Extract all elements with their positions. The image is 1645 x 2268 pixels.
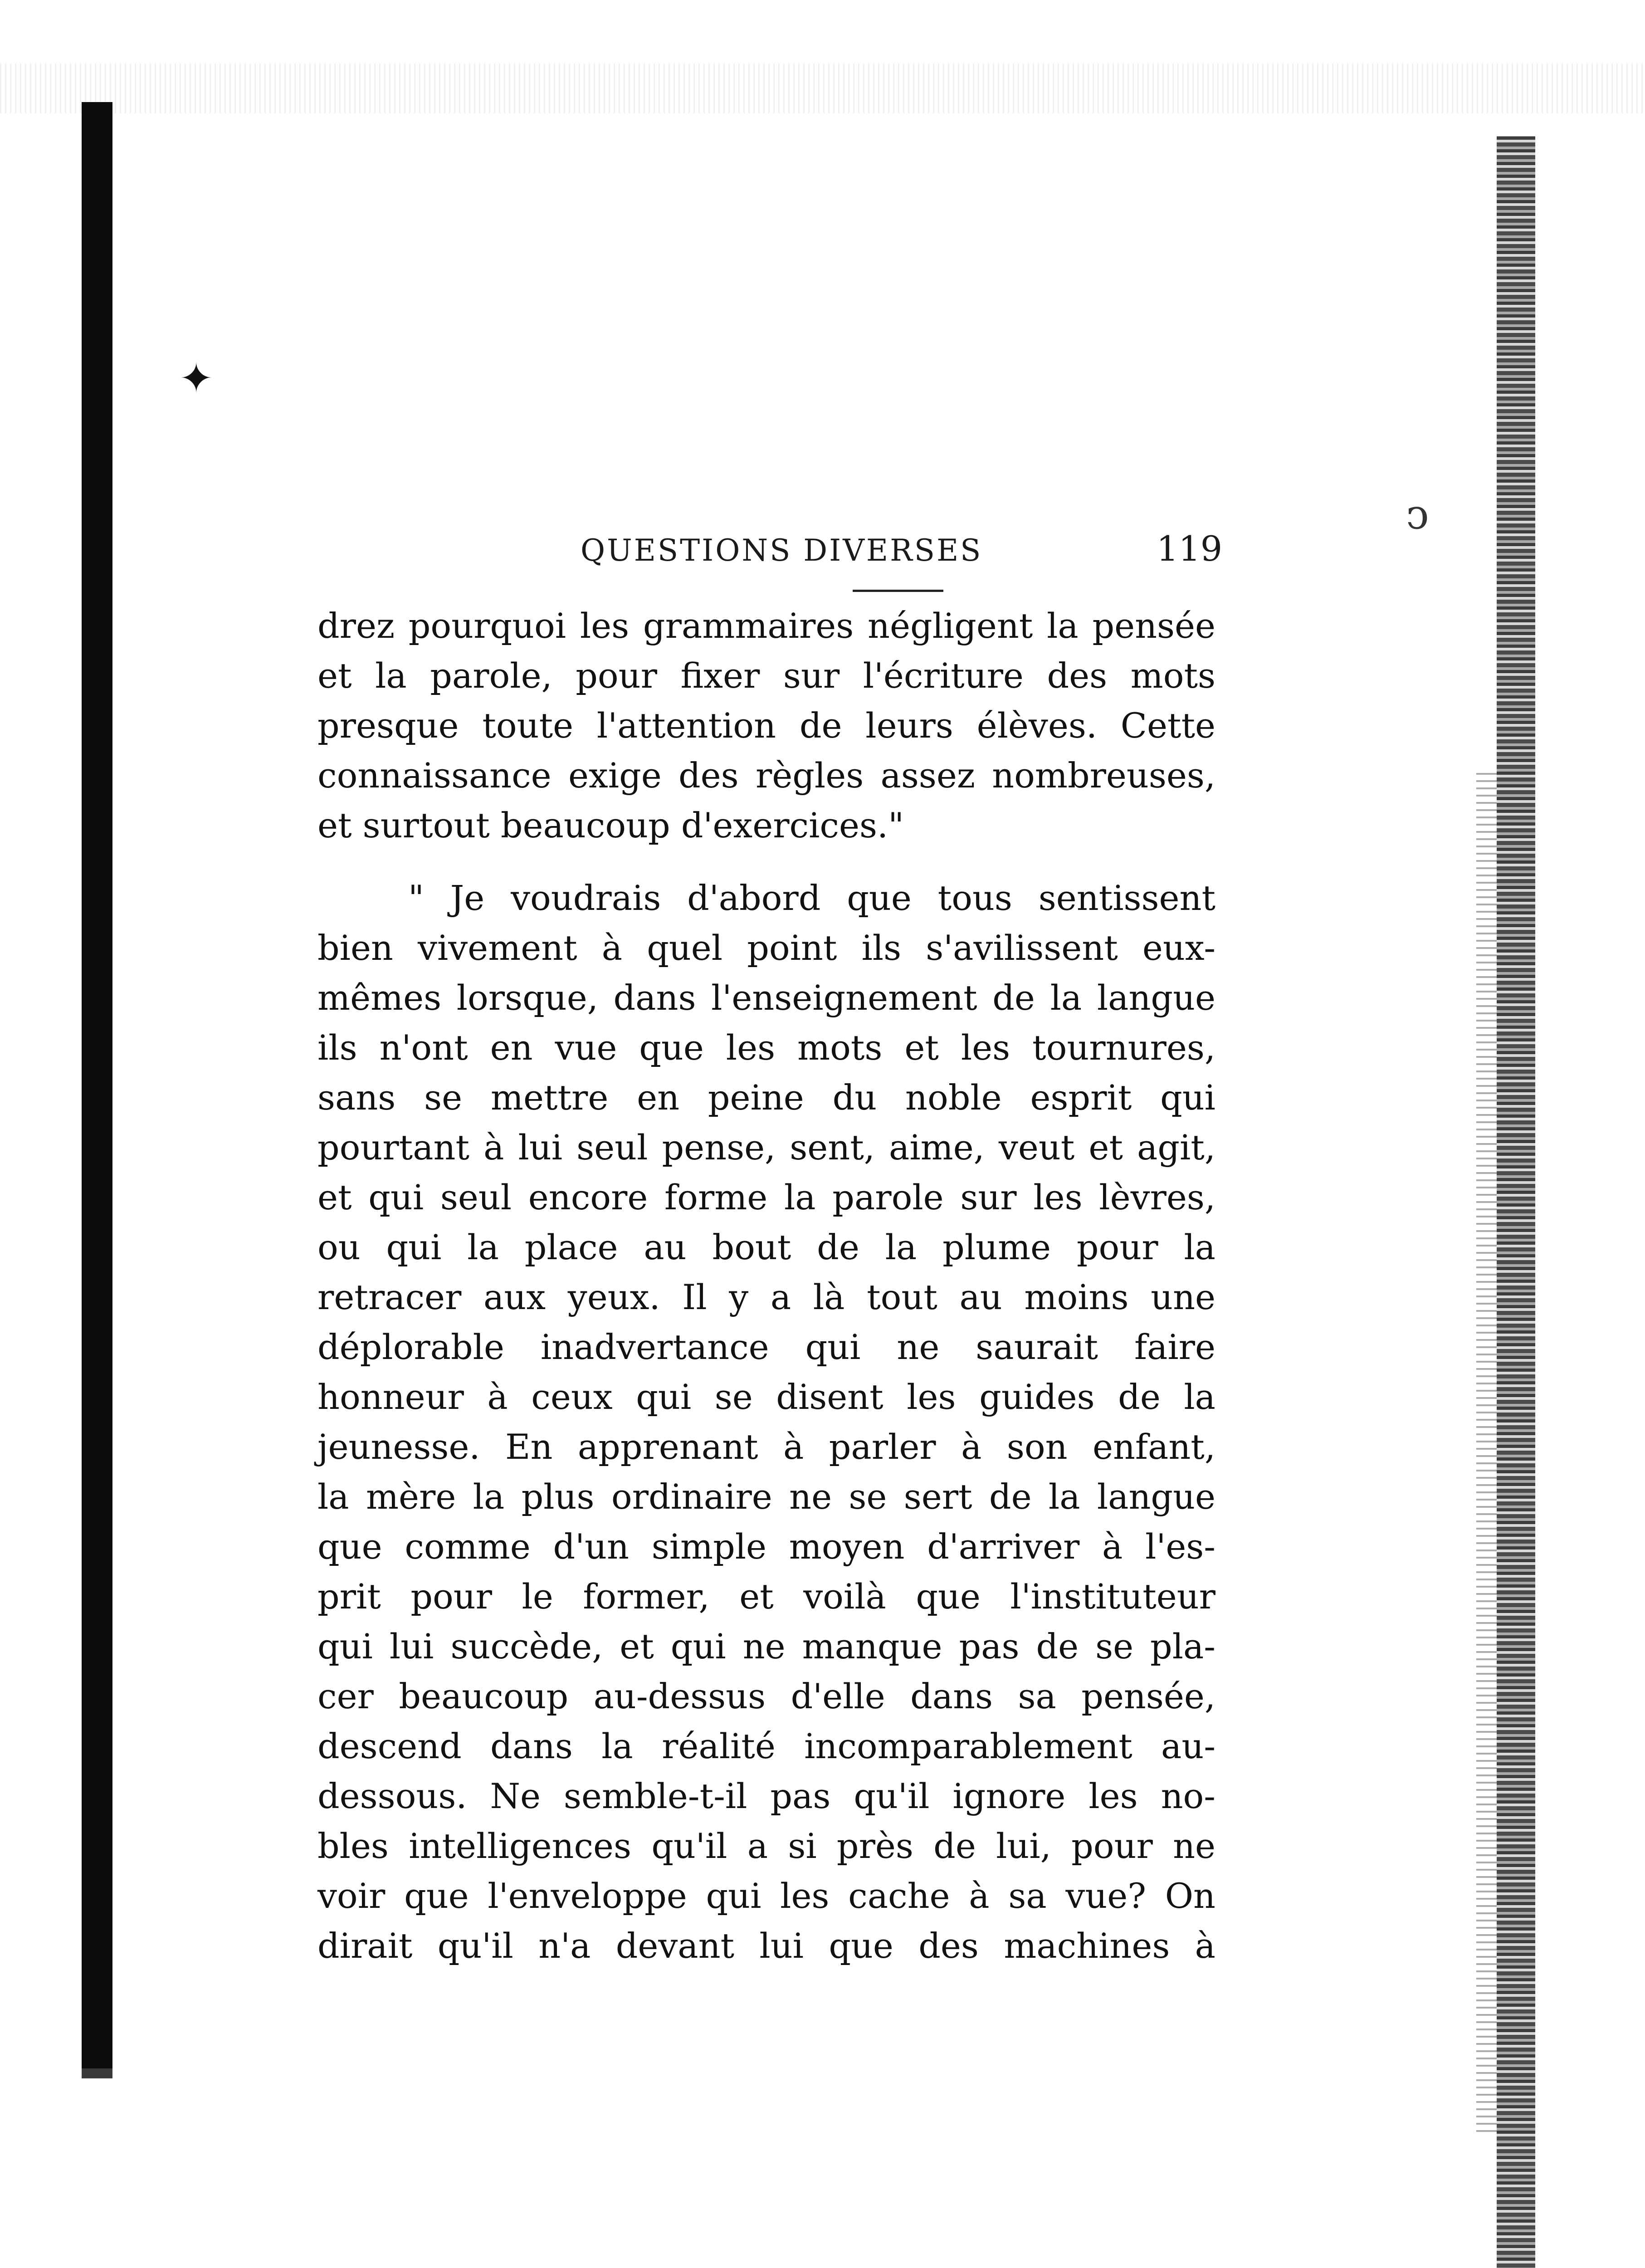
- text-line: et surtout beaucoup d'exercices.": [317, 805, 904, 846]
- text-line: et qui seul encore forme la parole sur les lèvres,: [317, 1177, 1215, 1217]
- text-line: descend dans la réalité incomparablement au-: [317, 1726, 1215, 1766]
- text-line: la mère la plus ordinaire ne se sert de la langue: [317, 1476, 1215, 1517]
- paragraph-gap: [317, 850, 1215, 873]
- margin-mark-icon: ↄ: [1406, 491, 1429, 538]
- running-head: QUESTIONS DIVERSES: [581, 533, 983, 568]
- header-rule: [853, 590, 943, 592]
- text-line: connaissance exige des règles assez nombreuses,: [317, 755, 1215, 796]
- text-line: " Je voudrais d'abord que tous sentissent: [408, 878, 1215, 918]
- text-line: jeunesse. En apprenant à parler à son enfant,: [317, 1427, 1215, 1467]
- ink-smudge-icon: ✦: [179, 355, 214, 402]
- text-line: prit pour le former, et voilà que l'instituteur: [317, 1576, 1215, 1617]
- text-line: ou qui la place au bout de la plume pour la: [317, 1227, 1215, 1267]
- text-line: dirait qu'il n'a devant lui que des machines à: [317, 1926, 1215, 1966]
- page-number: 119: [1157, 528, 1223, 569]
- paragraph-1: [317, 601, 1215, 850]
- body-text: [317, 601, 1215, 1971]
- text-line: drez pourquoi les grammaires négligent la pensée: [317, 606, 1215, 646]
- text-line: ils n'ont en vue que les mots et les tournures,: [317, 1027, 1215, 1068]
- text-line: déplorable inadvertance qui ne saurait faire: [317, 1327, 1215, 1367]
- binding-shadow: [82, 102, 112, 2075]
- text-line: sans se mettre en peine du noble esprit qui: [317, 1077, 1215, 1118]
- text-line: mêmes lorsque, dans l'enseignement de la langue: [317, 978, 1215, 1018]
- text-line: cer beaucoup au-dessus d'elle dans sa pensée,: [317, 1676, 1215, 1716]
- text-line: et la parole, pour fixer sur l'écriture des mots: [317, 655, 1215, 696]
- binding-shadow-end: [82, 2068, 112, 2078]
- page-edge-shadow: [1497, 136, 1535, 2268]
- text-line: voir que l'enveloppe qui les cache à sa vue? On: [317, 1876, 1215, 1916]
- text-line: qui lui succède, et qui ne manque pas de se pla-: [317, 1626, 1215, 1667]
- text-line: dessous. Ne semble-t-il pas qu'il ignore les no-: [317, 1776, 1215, 1816]
- text-line: honneur à ceux qui se disent les guides de la: [317, 1377, 1215, 1417]
- scan-noise-top: [0, 64, 1645, 113]
- text-line: presque toute l'attention de leurs élèves. Cette: [317, 705, 1215, 746]
- paragraph-2: [317, 873, 1215, 1971]
- text-line: bles intelligences qu'il a si près de lui, pour ne: [317, 1826, 1215, 1866]
- text-line: retracer aux yeux. Il y a là tout au moins une: [317, 1277, 1215, 1317]
- text-line: pourtant à lui seul pense, sent, aime, veut et agit,: [317, 1127, 1215, 1168]
- text-line: que comme d'un simple moyen d'arriver à l'es-: [317, 1526, 1215, 1567]
- page-edge-texture: [1476, 771, 1497, 2132]
- text-line: bien vivement à quel point ils s'avilissent eux-: [317, 928, 1215, 968]
